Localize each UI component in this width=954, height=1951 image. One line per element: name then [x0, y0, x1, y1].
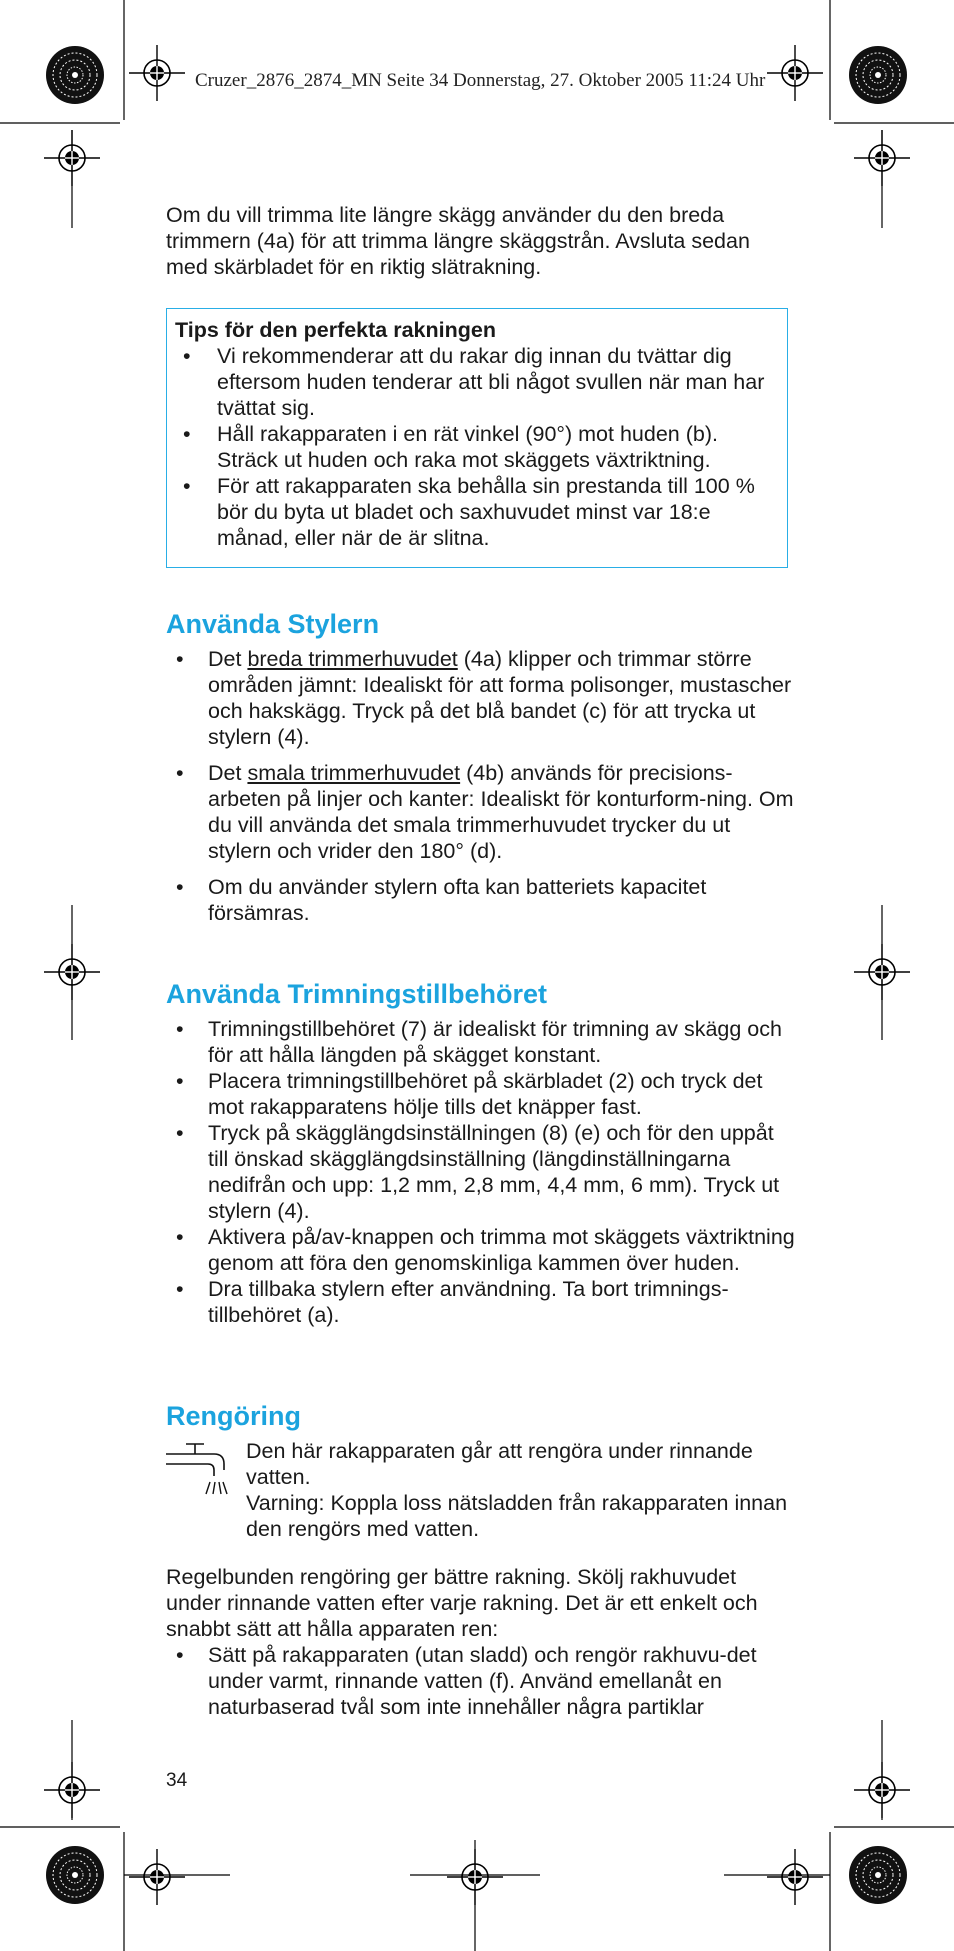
section-cleaning: [166, 1400, 796, 1720]
tips-item: • För att rakapparaten ska behålla sin prestanda till 100 % bör du byta ut bladet och saxhuvudet minst var 18:e månad, eller när de är slitna.: [183, 474, 755, 550]
cleaning-paragraph: Regelbunden rengöring ger bättre rakning. Skölj rakhuvudet under rinnande vatten efter varje rakning. Det är ett enkelt och snabbt sätt att hålla apparaten ren:: [166, 1565, 758, 1641]
cleaning-note: Den här rakapparaten går att rengöra under rinnande vatten.: [246, 1439, 753, 1489]
styler-item: • Det smala trimmerhuvudet (4b) används för precisions-arbeten på linjer och kanter: Idealiskt för konturform-ning. Om du vill använda det smala trimmerhuvudet trycker du ut stylern och vrider den 180° (d).: [176, 761, 794, 863]
bullet: •: [176, 761, 184, 785]
page-number: 34: [166, 1770, 188, 1791]
tips-item: • Vi rekommenderar att du rakar dig innan du tvättar dig eftersom huden tenderar att bli något svullen när man har tvättat sig.: [183, 344, 765, 420]
styler-heading: Använda Stylern: [166, 609, 380, 639]
trimming-heading: Använda Trimningstillbehöret: [166, 979, 548, 1009]
bullet: •: [176, 1069, 184, 1093]
wide-trimmer-term: breda trimmerhuvudet: [247, 647, 458, 671]
trimming-item: • Tryck på skägglängdsinställningen (8) (e) och för den uppåt till önskad skägglängdsinställning (längdinställningarna nedifrån och upp: 1,2 mm, 2,8 mm, 4,4 mm, 6 mm). Tryck ut stylern (4).: [176, 1121, 780, 1223]
bullet: •: [176, 1643, 184, 1667]
bullet: •: [176, 647, 184, 671]
styler-item: • Om du använder stylern ofta kan batteriets kapacitet försämras.: [176, 875, 707, 925]
cleaning-heading: Rengöring: [166, 1401, 301, 1431]
bullet: •: [176, 1017, 184, 1041]
faucet-icon: [166, 1440, 232, 1502]
narrow-trimmer-term: smala trimmerhuvudet: [247, 761, 461, 785]
cleaning-item: • Sätt på rakapparaten (utan sladd) och rengör rakhuvu-det under varmt, rinnande vatten (f). Använd emellanåt en naturbaserad tvål som inte innehåller några partiklar: [176, 1643, 757, 1719]
section-styler: [166, 608, 796, 926]
bullet: •: [176, 875, 184, 899]
trimming-item: • Trimningstillbehöret (7) är idealiskt för trimning av skägg och för att hålla längden på skägget konstant.: [176, 1017, 782, 1067]
bullet: •: [183, 344, 191, 368]
tips-item: • Håll rakapparaten i en rät vinkel (90°) mot huden (b). Sträck ut huden och raka mot skäggets växtriktning.: [183, 422, 718, 472]
bullet: •: [183, 422, 191, 446]
tips-box: [166, 308, 788, 568]
trimming-item: • Aktivera på/av-knappen och trimma mot skäggets växtriktning genom att föra den genomskinliga kammen över huden.: [176, 1225, 795, 1275]
section-trimming: [166, 978, 796, 1328]
intro-paragraph: Om du vill trimma lite längre skägg använder du den breda trimmern (4a) för att trimma längre skäggstrån. Avsluta sedan med skärbladet för en riktig slätrakning.: [166, 203, 750, 279]
styler-item: • Det breda trimmerhuvudet (4a) klipper och trimmar större områden jämnt: Idealiskt för att forma polisonger, mustascher och hakskägg. Tryck på det blå bandet (c) för att trycka ut stylern (4).: [176, 647, 792, 749]
bullet: •: [176, 1225, 184, 1249]
tips-title: Tips för den perfekta rakningen: [175, 318, 496, 342]
bullet: •: [176, 1121, 184, 1145]
bullet: •: [183, 474, 191, 498]
print-slug-header: Cruzer_2876_2874_MN Seite 34 Donnerstag, 27. Oktober 2005 11:24 Uhr: [195, 70, 766, 91]
cleaning-warning: Varning: Koppla loss nätsladden från rakapparaten innan den rengörs med vatten.: [246, 1491, 788, 1541]
trimming-item: • Placera trimningstillbehöret på skärbladet (2) och tryck det mot rakapparatens hölje tills det knäpper fast.: [176, 1069, 763, 1119]
bullet: •: [176, 1277, 184, 1301]
trimming-item: • Dra tillbaka stylern efter användning. Ta bort trimnings-tillbehöret (a).: [176, 1277, 729, 1327]
